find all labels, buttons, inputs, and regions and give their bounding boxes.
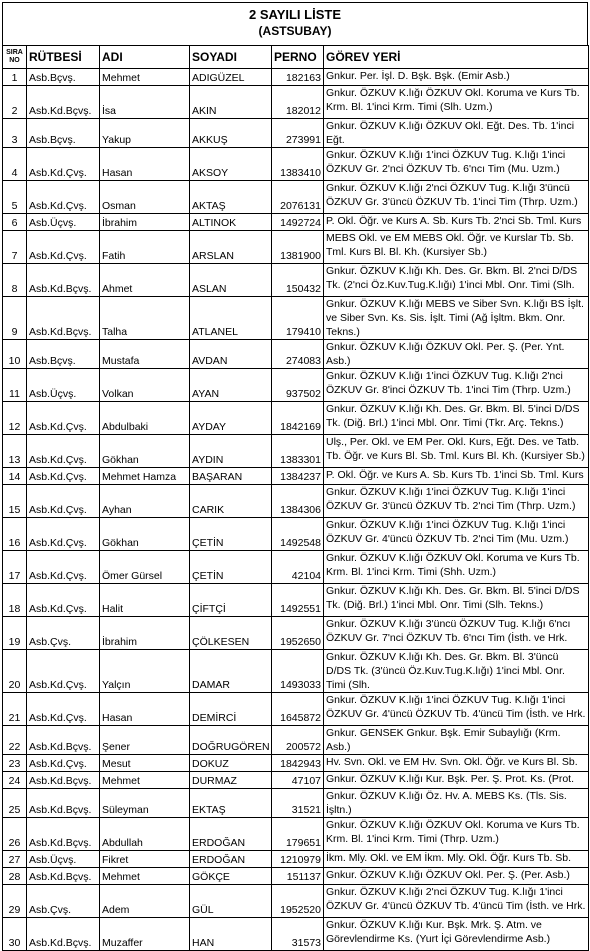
row-perno: 1210979 (272, 851, 324, 868)
row-perno: 182012 (272, 86, 324, 119)
row-gorev: Gnkur. ÖZKUV K.lığı 1'inci ÖZKUV Tug. K.lığı 2'nci ÖZKUV Gr. 8'inci ÖZKUV Tb. 1'inci Tim (Thrp. Uzm.) (324, 369, 589, 402)
row-rutbe: Asb.Kd.Çvş. (27, 650, 100, 693)
row-sira-no: 6 (3, 214, 27, 231)
row-adi: Mehmet (100, 772, 190, 789)
row-rutbe: Asb.Kd.Çvş. (27, 485, 100, 518)
table-row (3, 518, 589, 551)
row-perno: 179410 (272, 297, 324, 340)
row-adi: Ömer Gürsel (100, 551, 190, 584)
row-sira-no: 28 (3, 868, 27, 885)
row-gorev: Gnkur. ÖZKUV K.lığı Kh. Des. Gr. Bkm. Bl. 2'nci D/DS Tk. (2'nci Öz.Kuv.Tug.K.lığı) 1'inci Mbl. Onr. Timi (Slh. (324, 264, 589, 297)
row-rutbe: Asb.Bçvş. (27, 340, 100, 369)
row-adi: Osman (100, 181, 190, 214)
list-subtitle: (ASTSUBAY) (258, 24, 332, 38)
row-adi: Fikret (100, 851, 190, 868)
row-soyadi: GÖKÇE (190, 868, 272, 885)
row-perno: 1952650 (272, 617, 324, 650)
table-row (3, 369, 589, 402)
row-adi: İbrahim (100, 617, 190, 650)
row-gorev: Gnkur. ÖZKUV K.lığı 2'nci ÖZKUV Tug. K.lığı 1'inci ÖZKUV Gr. 4'üncü ÖZKUV Tb. 4'üncü Tim (İsth. ve Hrk. (324, 885, 589, 918)
row-perno: 1381900 (272, 231, 324, 264)
row-gorev: P. Okl. Öğr. ve Kurs A. Sb. Kurs Tb. 1'inci Sb. Tml. Kurs (324, 468, 589, 485)
row-sira-no: 23 (3, 755, 27, 772)
row-rutbe: Asb.Kd.Çvş. (27, 518, 100, 551)
table-header-row (3, 46, 589, 69)
row-rutbe: Asb.Kd.Çvş. (27, 435, 100, 468)
row-soyadi: HAN (190, 918, 272, 951)
row-soyadi: DEMİRCİ (190, 693, 272, 726)
row-sira-no: 3 (3, 119, 27, 148)
row-soyadi: ATLANEL (190, 297, 272, 340)
row-perno: 1952520 (272, 885, 324, 918)
row-soyadi: ERDOĞAN (190, 851, 272, 868)
personnel-table (2, 45, 589, 951)
row-rutbe: Asb.Üçvş. (27, 214, 100, 231)
row-adi: Gökhan (100, 435, 190, 468)
table-row (3, 789, 589, 818)
row-soyadi: AKIN (190, 86, 272, 119)
row-rutbe: Asb.Bçvş. (27, 119, 100, 148)
row-soyadi: DURMAZ (190, 772, 272, 789)
row-rutbe: Asb.Üçvş. (27, 851, 100, 868)
row-gorev: Ulş., Per. Okl. ve EM Per. Okl. Kurs, Eğt. Des. ve Tatb. Tb. Öğr. ve Kurs Bl. Sb. Tml. Kurs Bl. Kh. (Kursiyer Sb.) (324, 435, 589, 468)
row-perno: 150432 (272, 264, 324, 297)
table-row (3, 340, 589, 369)
row-soyadi: AYDAY (190, 402, 272, 435)
row-gorev: Gnkur. ÖZKUV K.lığı Öz. Hv. A. MEBS Ks. (Tls. Sis. İşltn.) (324, 789, 589, 818)
table-row (3, 119, 589, 148)
table-row (3, 69, 589, 86)
row-adi: Mehmet (100, 868, 190, 885)
row-perno: 200572 (272, 726, 324, 755)
row-rutbe: Asb.Kd.Çvş. (27, 468, 100, 485)
row-soyadi: ALTINOK (190, 214, 272, 231)
row-soyadi: AYDIN (190, 435, 272, 468)
row-perno: 47107 (272, 772, 324, 789)
table-row (3, 918, 589, 951)
row-adi: Hasan (100, 693, 190, 726)
table-row (3, 818, 589, 851)
document-page (2, 2, 588, 951)
row-perno: 151137 (272, 868, 324, 885)
row-adi: Mustafa (100, 340, 190, 369)
row-adi: Yalçın (100, 650, 190, 693)
row-perno: 179651 (272, 818, 324, 851)
row-gorev: Gnkur. ÖZKUV K.lığı Kh. Des. Gr. Bkm. Bl. 5'inci D/DS Tk. (Diğ. Brl.) 1'inci Mbl. Onr. Timi (Tkr. Arç. Tekns.) (324, 402, 589, 435)
row-soyadi: EKTAŞ (190, 789, 272, 818)
row-sira-no: 4 (3, 148, 27, 181)
row-perno: 31573 (272, 918, 324, 951)
row-perno: 274083 (272, 340, 324, 369)
row-soyadi: AKSOY (190, 148, 272, 181)
row-rutbe: Asb.Bçvş. (27, 69, 100, 86)
row-sira-no: 5 (3, 181, 27, 214)
row-soyadi: AVDAN (190, 340, 272, 369)
row-soyadi: ÇETİN (190, 551, 272, 584)
row-perno: 1492551 (272, 584, 324, 617)
row-soyadi: BAŞARAN (190, 468, 272, 485)
row-gorev: Gnkur. ÖZKUV K.lığı Kh. Des. Gr. Bkm. Bl. 3'üncü D/DS Tk. (3'üncü Öz.Kuv.Tug.K.lığı) 1'inci Mbl. Onr. Timi (Slh. (324, 650, 589, 693)
row-adi: Hasan (100, 148, 190, 181)
row-gorev: Gnkur. ÖZKUV K.lığı Kur. Bşk. Per. Ş. Prot. Ks. (Prot. (324, 772, 589, 789)
row-gorev: İkm. Mly. Okl. ve EM İkm. Mly. Okl. Öğr. Kurs Tb. Sb. (324, 851, 589, 868)
row-gorev: Gnkur. Per. İşl. D. Bşk. Bşk. (Emir Asb.) (324, 69, 589, 86)
row-sira-no: 11 (3, 369, 27, 402)
table-row (3, 617, 589, 650)
table-row (3, 264, 589, 297)
row-soyadi: ERDOĞAN (190, 818, 272, 851)
row-gorev: Gnkur. ÖZKUV K.lığı ÖZKUV Okl. Per. Ş. (Per. Ynt. Asb.) (324, 340, 589, 369)
row-sira-no: 20 (3, 650, 27, 693)
row-sira-no: 24 (3, 772, 27, 789)
row-soyadi: ARSLAN (190, 231, 272, 264)
table-row (3, 402, 589, 435)
row-soyadi: DAMAR (190, 650, 272, 693)
row-sira-no: 14 (3, 468, 27, 485)
row-rutbe: Asb.Kd.Çvş. (27, 402, 100, 435)
row-perno: 2076131 (272, 181, 324, 214)
row-sira-no: 26 (3, 818, 27, 851)
table-row (3, 181, 589, 214)
table-row (3, 435, 589, 468)
row-soyadi: ADIGÜZEL (190, 69, 272, 86)
row-perno: 937502 (272, 369, 324, 402)
header-perno: PERNO (272, 46, 324, 69)
table-row (3, 584, 589, 617)
row-sira-no: 8 (3, 264, 27, 297)
table-row (3, 297, 589, 340)
row-sira-no: 2 (3, 86, 27, 119)
row-sira-no: 21 (3, 693, 27, 726)
table-row (3, 693, 589, 726)
row-gorev: Gnkur. ÖZKUV K.lığı ÖZKUV Okl. Eğt. Des. Tb. 1'inci Eğt. (324, 119, 589, 148)
row-sira-no: 22 (3, 726, 27, 755)
row-adi: Mehmet Hamza (100, 468, 190, 485)
row-sira-no: 15 (3, 485, 27, 518)
row-gorev: Gnkur. ÖZKUV K.lığı ÖZKUV Okl. Koruma ve Kurs Tb. Krm. Bl. 1'inci Krm. Timi (Shh. Uzm.) (324, 551, 589, 584)
row-gorev: Gnkur. ÖZKUV K.lığı ÖZKUV Okl. Per. Ş. (Per. Asb.) (324, 868, 589, 885)
row-rutbe: Asb.Kd.Çvş. (27, 231, 100, 264)
row-perno: 273991 (272, 119, 324, 148)
row-rutbe: Asb.Kd.Bçvş. (27, 264, 100, 297)
table-row (3, 650, 589, 693)
row-gorev: Gnkur. ÖZKUV K.lığı Kur. Bşk. Mrk. Ş. Atm. ve Görevlendirme Ks. (Yurt İçi Görevlendirme Asb.) (324, 918, 589, 951)
table-row (3, 851, 589, 868)
row-rutbe: Asb.Kd.Bçvş. (27, 789, 100, 818)
row-soyadi: DOKUZ (190, 755, 272, 772)
row-gorev: Gnkur. ÖZKUV K.lığı ÖZKUV Okl. Koruma ve Kurs Tb. Krm. Bl. 1'inci Krm. Timi (Slh. Uzm.) (324, 86, 589, 119)
table-row (3, 885, 589, 918)
row-sira-no: 13 (3, 435, 27, 468)
row-adi: Süleyman (100, 789, 190, 818)
table-row (3, 485, 589, 518)
header-sira-no: SIRA NO (3, 46, 27, 69)
row-soyadi: ÇÖLKESEN (190, 617, 272, 650)
row-adi: İbrahim (100, 214, 190, 231)
row-perno: 1842169 (272, 402, 324, 435)
row-gorev: Gnkur. ÖZKUV K.lığı 1'inci ÖZKUV Tug. K.lığı 1'inci ÖZKUV Gr. 4'üncü ÖZKUV Tb. 4'üncü Tim (İsth. ve Hrk. (324, 693, 589, 726)
table-row (3, 148, 589, 181)
header-soyadi: SOYADI (190, 46, 272, 69)
row-perno: 1645872 (272, 693, 324, 726)
row-sira-no: 9 (3, 297, 27, 340)
row-adi: Muzaffer (100, 918, 190, 951)
row-perno: 1383301 (272, 435, 324, 468)
row-sira-no: 27 (3, 851, 27, 868)
row-gorev: Hv. Svn. Okl. ve EM Hv. Svn. Okl. Öğr. ve Kurs Bl. Sb. (324, 755, 589, 772)
row-rutbe: Asb.Kd.Çvş. (27, 551, 100, 584)
row-gorev: Gnkur. ÖZKUV K.lığı 2'nci ÖZKUV Tug. K.lığı 3'üncü ÖZKUV Gr. 3'üncü ÖZKUV Tb. 1'inci Tim (Thrp. Uzm.) (324, 181, 589, 214)
row-rutbe: Asb.Kd.Bçvş. (27, 772, 100, 789)
header-gorev: GÖREV YERİ (324, 46, 589, 69)
row-soyadi: AKKUŞ (190, 119, 272, 148)
row-soyadi: ÇETİN (190, 518, 272, 551)
row-soyadi: GÜL (190, 885, 272, 918)
header-adi: ADI (100, 46, 190, 69)
row-rutbe: Asb.Çvş. (27, 885, 100, 918)
row-sira-no: 19 (3, 617, 27, 650)
row-perno: 1492724 (272, 214, 324, 231)
row-rutbe: Asb.Kd.Bçvş. (27, 297, 100, 340)
table-row (3, 86, 589, 119)
row-adi: Fatih (100, 231, 190, 264)
row-adi: Mesut (100, 755, 190, 772)
row-gorev: Gnkur. ÖZKUV K.lığı 3'üncü ÖZKUV Tug. K.lığı 6'ncı ÖZKUV Gr. 7'nci ÖZKUV Tb. 6'ncı Tim (İsth. ve Hrk. (324, 617, 589, 650)
row-perno: 1842943 (272, 755, 324, 772)
row-soyadi: DOĞRUGÖREN (190, 726, 272, 755)
row-perno: 1384306 (272, 485, 324, 518)
row-rutbe: Asb.Kd.Çvş. (27, 755, 100, 772)
row-sira-no: 7 (3, 231, 27, 264)
row-rutbe: Asb.Kd.Bçvş. (27, 726, 100, 755)
row-adi: Yakup (100, 119, 190, 148)
row-gorev: Gnkur. GENSEK Gnkur. Bşk. Emir Subaylığı (Krm. Asb.) (324, 726, 589, 755)
row-sira-no: 18 (3, 584, 27, 617)
row-adi: Abdullah (100, 818, 190, 851)
row-soyadi: AKTAŞ (190, 181, 272, 214)
row-perno: 42104 (272, 551, 324, 584)
row-sira-no: 10 (3, 340, 27, 369)
row-soyadi: ÇİFTÇİ (190, 584, 272, 617)
row-sira-no: 16 (3, 518, 27, 551)
row-rutbe: Asb.Kd.Çvş. (27, 181, 100, 214)
row-adi: Ahmet (100, 264, 190, 297)
table-row (3, 755, 589, 772)
row-adi: Gökhan (100, 518, 190, 551)
row-rutbe: Asb.Kd.Çvş. (27, 148, 100, 181)
row-adi: İsa (100, 86, 190, 119)
row-gorev: Gnkur. ÖZKUV K.lığı Kh. Des. Gr. Bkm. Bl. 5'inci D/DS Tk. (Diğ. Brl.) 1'inci Mbl. Onr. Timi (Slh. Tekns.) (324, 584, 589, 617)
title-box (2, 2, 588, 45)
row-rutbe: Asb.Kd.Çvş. (27, 584, 100, 617)
row-rutbe: Asb.Kd.Bçvş. (27, 918, 100, 951)
row-rutbe: Asb.Üçvş. (27, 369, 100, 402)
row-rutbe: Asb.Çvş. (27, 617, 100, 650)
list-title: 2 SAYILI LİSTE (249, 7, 341, 22)
row-gorev: Gnkur. ÖZKUV K.lığı ÖZKUV Okl. Koruma ve Kurs Tb. Krm. Bl. 1'inci Krm. Timi (Thrp. Uzm.) (324, 818, 589, 851)
row-adi: Halit (100, 584, 190, 617)
row-sira-no: 30 (3, 918, 27, 951)
row-soyadi: CARIK (190, 485, 272, 518)
row-gorev: Gnkur. ÖZKUV K.lığı 1'inci ÖZKUV Tug. K.lığı 1'inci ÖZKUV Gr. 3'üncü ÖZKUV Tb. 2'nci Tim (Thrp. Uzm.) (324, 485, 589, 518)
row-perno: 1383410 (272, 148, 324, 181)
row-gorev: Gnkur. ÖZKUV K.lığı 1'inci ÖZKUV Tug. K.lığı 1'inci ÖZKUV Gr. 2'nci ÖZKUV Tb. 6'ncı Tim (Mu. Uzm.) (324, 148, 589, 181)
row-adi: Şener (100, 726, 190, 755)
table-row (3, 214, 589, 231)
row-rutbe: Asb.Kd.Bçvş. (27, 868, 100, 885)
row-gorev: Gnkur. ÖZKUV K.lığı 1'inci ÖZKUV Tug. K.lığı 1'inci ÖZKUV Gr. 4'üncü ÖZKUV Tb. 2'nci Tim (Mu. Uzm.) (324, 518, 589, 551)
row-perno: 1384237 (272, 468, 324, 485)
row-sira-no: 17 (3, 551, 27, 584)
header-rutbe: RÜTBESİ (27, 46, 100, 69)
table-row (3, 726, 589, 755)
row-sira-no: 1 (3, 69, 27, 86)
row-soyadi: AYAN (190, 369, 272, 402)
row-adi: Adem (100, 885, 190, 918)
row-gorev: Gnkur. ÖZKUV K.lığı MEBS ve Siber Svn. K.lığı BS İşlt. ve Siber Svn. Ks. Sis. İşlt. Timi (Ağ İşltm. Bkm. Onr. Tekns.) (324, 297, 589, 340)
row-adi: Mehmet (100, 69, 190, 86)
table-row (3, 868, 589, 885)
row-rutbe: Asb.Kd.Bçvş. (27, 86, 100, 119)
row-adi: Volkan (100, 369, 190, 402)
row-gorev: MEBS Okl. ve EM MEBS Okl. Öğr. ve Kurslar Tb. Sb. Tml. Kurs Bl. Bl. Kh. (Kursiyer Sb.) (324, 231, 589, 264)
row-perno: 182163 (272, 69, 324, 86)
table-row (3, 551, 589, 584)
row-sira-no: 25 (3, 789, 27, 818)
row-adi: Ayhan (100, 485, 190, 518)
row-adi: Abdulbaki (100, 402, 190, 435)
row-soyadi: ASLAN (190, 264, 272, 297)
row-sira-no: 29 (3, 885, 27, 918)
row-adi: Talha (100, 297, 190, 340)
row-perno: 1493033 (272, 650, 324, 693)
table-row (3, 231, 589, 264)
row-perno: 31521 (272, 789, 324, 818)
table-row (3, 772, 589, 789)
row-rutbe: Asb.Kd.Çvş. (27, 693, 100, 726)
row-perno: 1492548 (272, 518, 324, 551)
row-gorev: P. Okl. Öğr. ve Kurs A. Sb. Kurs Tb. 2'nci Sb. Tml. Kurs (324, 214, 589, 231)
row-rutbe: Asb.Kd.Bçvş. (27, 818, 100, 851)
table-row (3, 468, 589, 485)
row-sira-no: 12 (3, 402, 27, 435)
